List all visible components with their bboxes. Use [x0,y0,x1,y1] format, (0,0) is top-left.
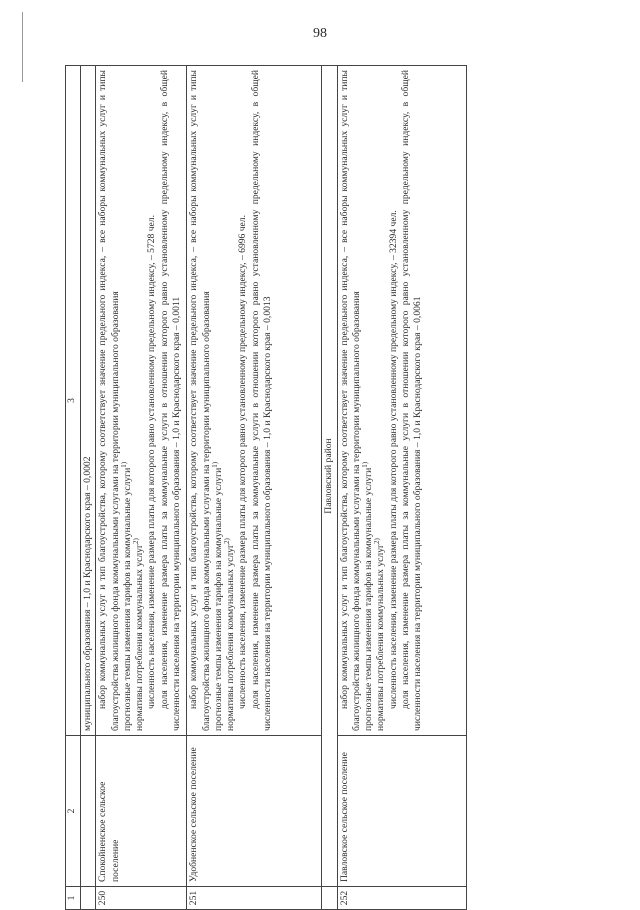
table-row [96,66,187,910]
paragraph-population-share: доля населения, изменение размера платы за коммунальные услуги в отношении которого равно установленному предельному индексу, в общей численности населения на территории муниципального образования – 1,0 и Краснодарского края – 0,0013 [249,70,274,731]
footnote-mark: 2) [373,538,382,545]
paragraph-tariff-rates: прогнозные темпы изменения тарифов на коммунальные услуги [212,467,224,731]
paragraph-population-share: доля населения, изменение размера платы за коммунальные услуги в отношении которого равно установленному предельному индексу, в общей численности населения на территории муниципального образования – 1,0 и Краснодарского края – 0,0011 [158,70,183,731]
paragraph-population-share: доля населения, изменение размера платы за коммунальные услуги в отношении которого равно установленному предельному индексу, в общей численности населения на территории муниципального образования – 1,0 и Краснодарского края – 0,0061 [400,70,424,731]
rotated-table-sheet [65,65,590,910]
table-row [337,66,466,910]
footnote-mark: 1) [361,461,369,468]
settlement-name: Спокойненское сельское поселение [96,736,187,887]
page-number: 98 [313,26,327,41]
table-header-row [66,66,81,910]
paragraph-population: численность населения, изменение размера платы для которого равно установленному предельному индексу, – 6996 чел. [237,215,249,709]
footnote-mark: 2) [132,538,140,545]
paragraph-tariff-rates: прогнозные темпы изменения тарифов на коммунальные услуги [363,467,375,731]
footnote-mark: 2) [223,538,231,545]
header-col-1: 1 [66,887,81,910]
paragraph-population: численность населения, изменение размера платы для которого равно установленному предельному индексу, – 5728 чел. [146,215,158,709]
continuation-text: муниципального образования – 1,0 и Краснодарского края – 0,0002 [81,66,96,736]
header-col-2: 2 [66,736,81,887]
settlement-name: Павловское сельское поселение [337,736,466,887]
footnote-mark: 1) [210,461,219,468]
paragraph-service-set: набор коммунальных услуг и тип благоустройства, которому соответствует значение предельного индекса, – все наборы коммунальных услуг и типы благоустройства жилищного фонда коммунальными услугами на территории муниципального образования [338,70,362,731]
row-description [187,66,322,736]
row-number: 250 [96,887,187,910]
row-number: 252 [337,887,466,910]
paragraph-service-set: набор коммунальных услуг и тип благоустройства, которому соответствует значение предельного индекса, – все наборы коммунальных услуг и типы благоустройства жилищного фонда коммунальными услугами на территории муниципального образования [97,70,121,731]
table-row [187,66,322,910]
paragraph-tariff-rates: прогнозные темпы изменения тарифов на коммунальные услуги [121,467,133,731]
district-row [322,66,337,910]
paragraph-service-set: набор коммунальных услуг и тип благоустройства, которому соответствует значение предельного индекса, – все наборы коммунальных услуг и типы благоустройства жилищного фонда коммунальными услугами на территории муниципального образования [188,70,212,731]
paragraph-population: численность населения, изменение размера платы для которого равно установленному предельному индексу, – 32394 чел. [387,210,399,709]
district-heading: Павловский район [322,66,337,887]
row-description [96,66,187,736]
settlement-name: Удобненское сельское поселение [187,736,322,887]
tariff-table [65,65,467,910]
row-number: 251 [187,887,322,910]
page-edge-line [22,12,23,82]
footnote-mark: 1) [119,461,128,468]
paragraph-consumption-norms: нормативы потребления коммунальных услуг [375,544,387,731]
paragraph-consumption-norms: нормативы потребления коммунальных услуг [134,544,146,731]
paragraph-consumption-norms: нормативы потребления коммунальных услуг [225,544,237,731]
row-description [337,66,466,736]
header-col-3: 3 [66,66,81,736]
table-row [81,66,96,910]
